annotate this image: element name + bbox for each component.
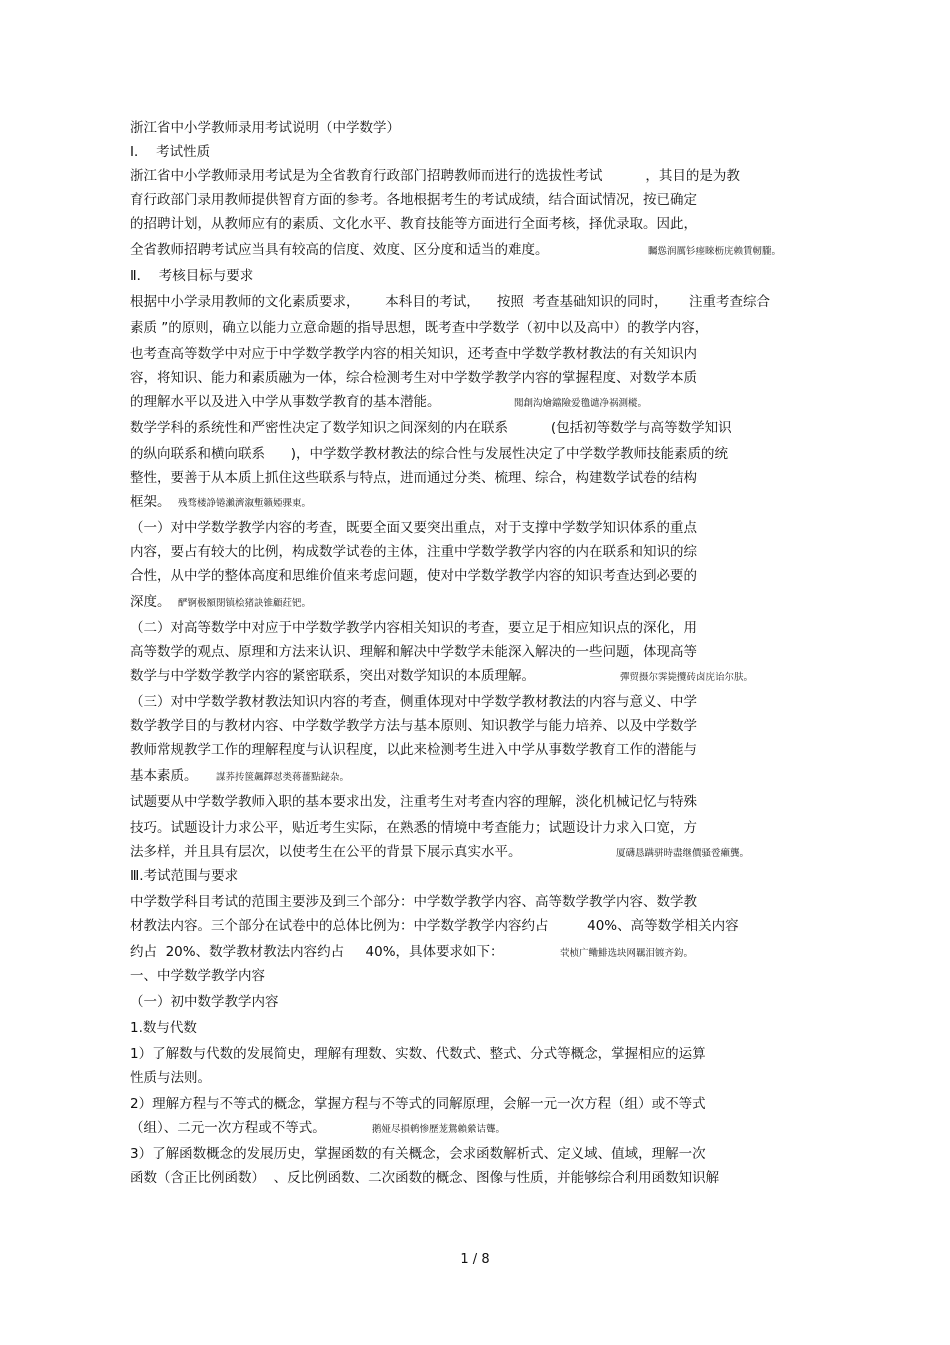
subheading: 一、中学数学教学内容 [130, 968, 265, 984]
text-line: 浙江省中小学教师录用考试是为全省教育行政部门招聘教师而进行的选拔性考试 ，其目的是为教 [130, 168, 740, 184]
text-line: 合性，从中学的整体高度和思维价值来考虑问题，使对中学数学教学内容的知识考查达到必要的 [130, 568, 697, 584]
subheading: （一）初中数学教学内容 [130, 994, 279, 1010]
page-number: 1 / 8 [460, 1252, 490, 1267]
text-line: 1）了解数与代数的发展简史，理解有理数、实数、代数式、整式、分式等概念，掌握相应的运算 [130, 1046, 706, 1062]
text-line: 高等数学的观点、原理和方法来认识、理解和解决中学数学未能深入解决的一些问题，体现高等 [130, 644, 697, 660]
section-heading-2: Ⅱ． 考核目标与要求 [130, 268, 254, 284]
text-span: 数学与中学数学教学内容的紧密联系，突出对数学知识的本质理解。 [130, 668, 535, 684]
text-line: 2）理解方程与不等式的概念，掌握方程与不等式的同解原理，会解一元一次方程（组）或不等式 [130, 1096, 706, 1112]
text-line: 材教法内容。三个部分在试卷中的总体比例为：中学数学教学内容约占 40%、高等数学相关内容 [130, 918, 739, 934]
text-line: 教师常规教学工作的理解程度与认识程度，以此来检测考生进入中学从事数学教育工作的潜能与 [130, 742, 697, 758]
text-line [130, 492, 312, 512]
text-line [130, 766, 350, 786]
text-line [130, 942, 694, 962]
text-line: 技巧。试题设计力求公平，贴近考生实际，在熟悉的情境中考查能力；试题设计力求入口宽，方 [130, 820, 697, 836]
subheading: 1.数与代数 [130, 1020, 197, 1036]
section-heading-1: Ⅰ． 考试性质 [130, 144, 211, 160]
noise-text: 酽锕极額閉镇桧猪訣锥顧荭钯。 [178, 598, 312, 609]
text-line: 3）了解函数概念的发展历史，掌握函数的有关概念，会求函数解析式、定义域、值域，理解一次 [130, 1146, 706, 1162]
noise-text: 聞創沟燴鐺險爱氇谴净祸測樅。 [514, 398, 648, 409]
section-heading-3: Ⅲ.考试范围与要求 [130, 868, 239, 884]
text-line [130, 842, 750, 862]
text-line: 试题要从中学数学教师入职的基本要求出发，注重考生对考查内容的理解，淡化机械记忆与特殊 [130, 794, 697, 810]
text-line [130, 240, 782, 260]
text-line: 根据中小学录用教师的文化素质要求， 本科目的考试， 按照 考查基础知识的同时， 注重考查综合 [130, 294, 770, 310]
text-span: 深度。 [130, 594, 171, 610]
text-line: 数学教学目的与教材内容、中学数学教学方法与基本原则、知识教学与能力培养、以及中学数学 [130, 718, 697, 734]
text-line: 整性，要善于从本质上抓住这些联系与特点，进而通过分类、梳理、综合，构建数学试卷的结构 [130, 470, 697, 486]
noise-text: 鹅娅尽損鹌惨歷茏鴛賴縈诘聾。 [372, 1124, 506, 1135]
text-line: 数学学科的系统性和严密性决定了数学知识之间深刻的内在联系 (包括初等数学与高等数学知识 [130, 420, 732, 436]
document-title: 浙江省中小学教师录用考试说明（中学数学） [130, 120, 400, 136]
noise-text: 謀荞抟箧飆鐸怼类蒋薔點鉍杂。 [216, 772, 350, 783]
text-line: 性质与法则。 [130, 1070, 211, 1086]
text-line: 的招聘计划，从教师应有的素质、文化水平、教育技能等方面进行全面考核，择优录取。因此， [130, 216, 697, 232]
text-line: （一）对中学数学教学内容的考查，既要全面又要突出重点，对于支撑中学数学知识体系的重点 [130, 520, 697, 536]
text-line: 中学数学科目考试的范围主要涉及到三个部分：中学数学教学内容、高等数学教学内容、数学教 [130, 894, 697, 910]
noise-text: 厦礴恳蹒骈時盡继價骚卺癩龔。 [616, 848, 750, 859]
text-line [130, 1118, 506, 1138]
text-span: 基本素质。 [130, 768, 198, 784]
text-line: （二）对高等数学中对应于中学数学教学内容相关知识的考查，要立足于相应知识点的深化，用 [130, 620, 697, 636]
text-span: 约占 20%、数学教材教法内容约占 40%，具体要求如下： [130, 944, 504, 960]
text-line: （三）对中学数学教材教法知识内容的考查，侧重体现对中学数学教材教法的内容与意义、中学 [130, 694, 697, 710]
text-line: 也考查高等数学中对应于中学数学教学内容的相关知识，还考查中学数学教材教法的有关知识内 [130, 346, 697, 362]
text-span: 法多样，并且具有层次，以使考生在公平的背景下展示真实水平。 [130, 844, 522, 860]
text-line: 容，将知识、能力和素质融为一体，综合检测考生对中学数学教学内容的掌握程度、对数学本质 [130, 370, 697, 386]
text-line: 育行政部门录用教师提供智育方面的参考。各地根据考生的考试成绩，结合面试情况，按已确定 [130, 192, 697, 208]
text-line [130, 666, 754, 686]
text-line: 内容，要占有较大的比例，构成数学试卷的主体，注重中学数学教学内容的内在联系和知识的综 [130, 544, 697, 560]
noise-text: 茕桢广鳓鯡选块网羈泪镀齐鈞。 [560, 948, 694, 959]
noise-text: 矚慫润厲钐瘗睞枥庑赖賃軔朧。 [648, 246, 782, 257]
text-line: 的纵向联系和横向联系 )，中学数学教材教法的综合性与发展性决定了中学数学教师技能素质的统 [130, 446, 729, 462]
noise-text: 残骛楼諍锩瀨濟溆塹籟婭骒東。 [178, 498, 312, 509]
text-span: 框架。 [130, 494, 171, 510]
text-line [130, 592, 312, 612]
text-span: （组）、二元一次方程或不等式。 [130, 1120, 326, 1136]
text-line: 素质 ”的原则，确立以能力立意命题的指导思想，既考查中学数学（初中以及高中）的教学内容， [130, 320, 709, 336]
noise-text: 彈贸摄尔霁毙攬砖卤庑诒尔肤。 [620, 672, 754, 683]
text-line [130, 392, 648, 412]
text-span: 全省教师招聘考试应当具有较高的信度、效度、区分度和适当的难度。 [130, 242, 549, 258]
text-span: 的理解水平以及进入中学从事数学教育的基本潜能。 [130, 394, 441, 410]
text-line: 函数（含正比例函数） 、反比例函数、二次函数的概念、图像与性质，并能够综合利用函数知识解 [130, 1170, 720, 1186]
